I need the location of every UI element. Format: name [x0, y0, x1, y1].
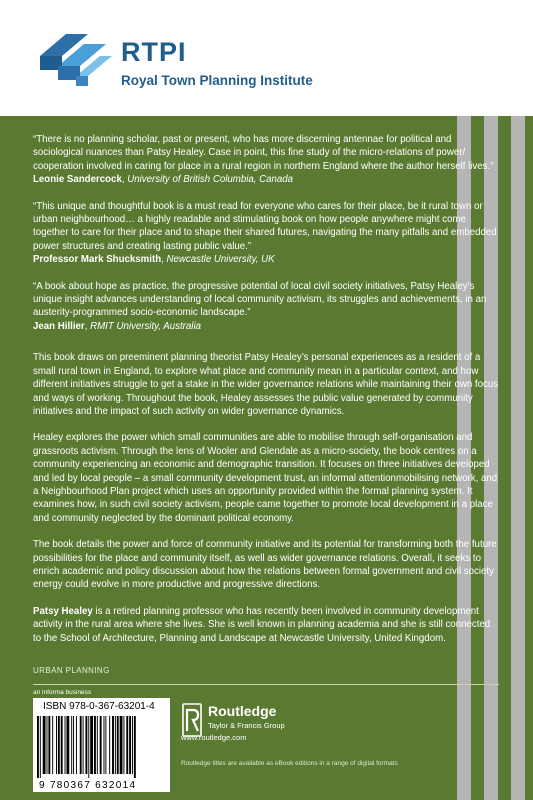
- barcode-bars: [37, 716, 166, 778]
- divider: [33, 684, 499, 685]
- rtpi-logo-icon: [36, 26, 114, 88]
- publisher-group: Taylor & Francis Group: [208, 721, 285, 730]
- endorser-name: Professor Mark Shucksmith: [33, 254, 162, 266]
- barcode-digits: 9 780367 632014: [39, 780, 137, 791]
- endorsement-quote: “This unique and thoughtful book is a must read for everyone who cares for their place, be it rural town or urban neighbourhood… a highly readable and stimulating book on how people anywhere might come together to care for their place and to shape their shared futures, navigating the many pitfalls and embedded power structures and creating lasting public value.”: [33, 200, 497, 252]
- rtpi-header: [0, 0, 533, 116]
- author-bio-text: is a retired planning professor who has recently been involved in community development activity in the rural area where she lives. She is well known in planning academia and she is still connected to the School of Architecture, Planning and Landscape at Newcastle University, United Kingdom.: [33, 605, 491, 644]
- description-paragraph: Healey explores the power which small communities are able to mobilise through self-organisation and grassroots activism. Through the lens of Wooler and Glendale as a micro-society, the book centres on a community experiencing an economic and demographic transition. It focuses on three initiatives developed and led by local people – a small community development trust, an informal attentionmobilising network, and a Neighbourhood Plan project which uses an opportunity provided within the formal planning system. It examines how, in such civil society activism, people came together to promote local development in a place and community neglected by the dominant political economy.: [33, 432, 498, 524]
- endorser-affiliation: University of British Columbia, Canada: [127, 174, 294, 186]
- routledge-logo-icon: [181, 703, 203, 737]
- cover-stripe: [511, 0, 525, 800]
- rtpi-institute-name: Royal Town Planning Institute: [121, 73, 313, 88]
- endorsement-quote: “A book about hope as practice, the progressive potential of local civil society initiatives, Patsy Healey’s unique insight advances understanding of local community activism, its struggles and achievements, in an austerity-programmed socio-economic landscape.”: [33, 280, 487, 319]
- description-paragraph: The book details the power and force of community initiative and its potential for transforming both the future possibilities for the place and community itself, as well as wider governance relations. Overall, it seeks to enrich academic and policy discussion about how the relations between formal government and civil society energy could evolve in more productive and progressive directions.: [33, 539, 497, 591]
- rtpi-wordmark: RTPI: [121, 37, 187, 67]
- isbn-barcode: [33, 698, 170, 792]
- informa-tagline: an informa business: [33, 689, 92, 696]
- endorser-name: Leonie Sandercock: [33, 174, 122, 186]
- endorser-affiliation: RMIT University, Australia: [90, 320, 201, 332]
- endorser-affiliation: Newcastle University, UK: [166, 254, 275, 266]
- endorser-name: Jean Hillier: [33, 320, 85, 332]
- publisher-url[interactable]: www.routledge.com: [181, 733, 247, 742]
- endorsement-attribution: Leonie Sandercock, University of British Columbia, Canada: [33, 174, 294, 186]
- publisher-name: Routledge: [208, 703, 277, 719]
- isbn-text: ISBN 978-0-367-63201-4: [43, 701, 155, 712]
- ebook-note: Routledge titles are available as eBook editions in a range of digital formats: [181, 760, 398, 767]
- endorsement-attribution: Professor Mark Shucksmith, Newcastle University, UK: [33, 254, 275, 266]
- author-bio: [33, 605, 499, 645]
- endorsement-quote: “There is no planning scholar, past or present, who has more discerning antennae for political and sociological nuances than Patsy Healey. Case in point, this fine study of the micro-relations of power/ cooperation involved in caring for place in a rural region in northern England where the author herself lives.”: [33, 134, 494, 172]
- description-paragraph: This book draws on preeminent planning theorist Patsy Healey’s personal experiences as a resident of a small rural town in England, to explore what place and community mean in a particular context, and how different initiatives struggle to get a stake in the wider governance relations while maintaining their own focus and ways of working. Throughout the book, Healey assesses the public value generated by community initiatives and the impact of such activity on wider governance dynamics.: [33, 352, 499, 417]
- subject-category: URBAN PLANNING: [33, 666, 110, 675]
- cover-text: [33, 133, 499, 658]
- author-name: Patsy Healey: [33, 605, 93, 617]
- endorsement-attribution: Jean Hillier, RMIT University, Australia: [33, 320, 201, 332]
